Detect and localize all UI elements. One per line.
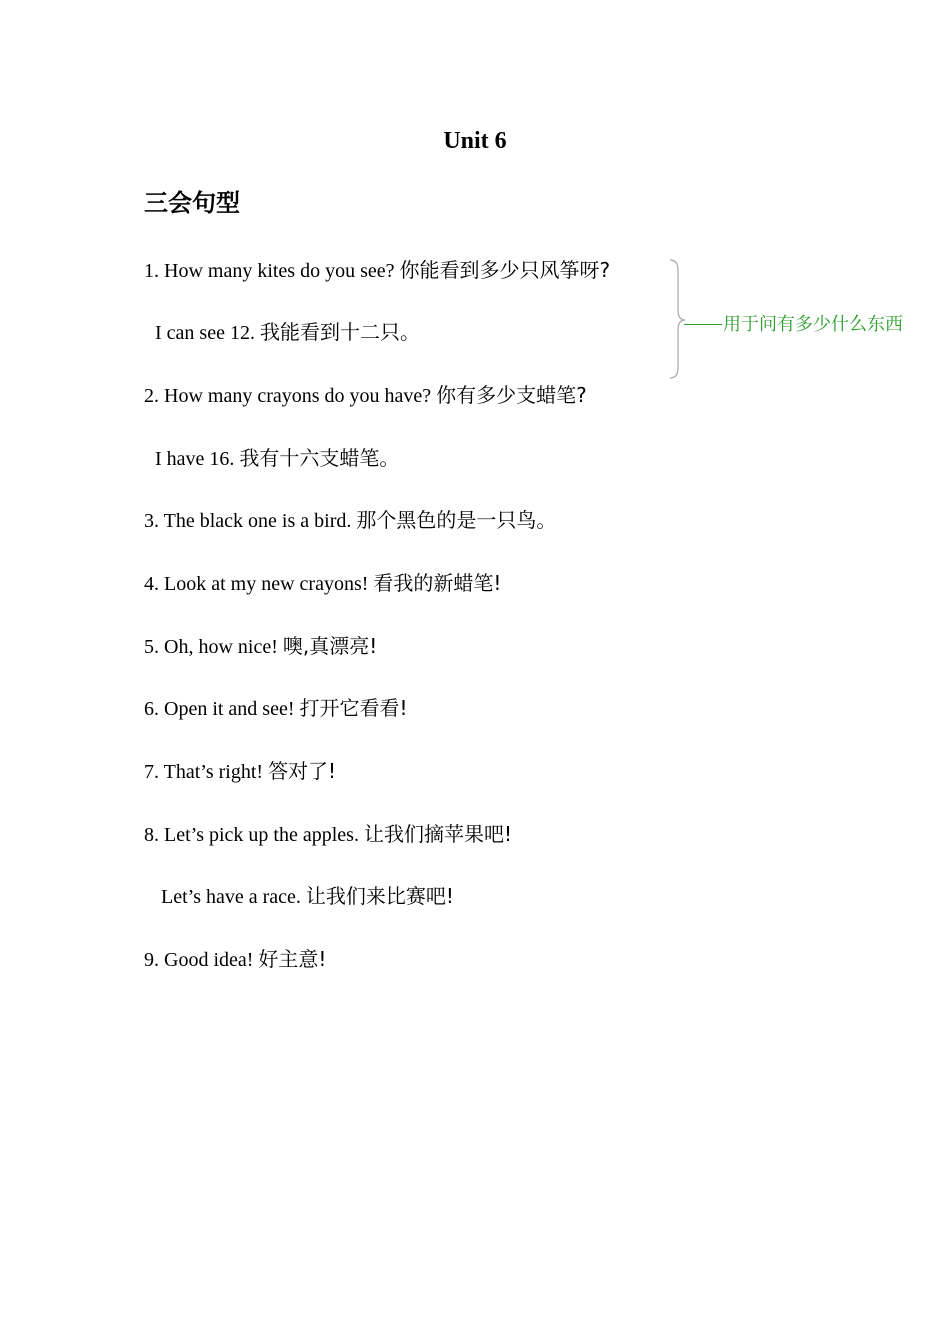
sentence-chinese: 你有多少支蜡笔? [436, 383, 587, 407]
sentence-line [144, 380, 587, 411]
sentence-english: I have 16. [155, 448, 240, 470]
sentence-english: 4. Look at my new crayons! [144, 573, 374, 595]
sentence-chinese: 答对了! [268, 759, 337, 783]
sentence-english: Let’s have a race. [161, 886, 306, 908]
sentence-line [161, 881, 454, 912]
sentence-chinese: 看我的新蜡笔! [373, 571, 502, 595]
sentence-chinese: 让我们摘苹果吧! [363, 822, 512, 846]
sentence-english: 6. Open it and see! [144, 698, 300, 720]
sentence-english: 1. How many kites do you see? [144, 260, 400, 282]
sentence-english: 7. That’s right! [144, 761, 269, 783]
sentence-english: 9. Good idea! [144, 949, 259, 971]
sentence-english: 3. The black one is a bird. [144, 510, 357, 532]
sentence-line [144, 756, 336, 787]
sentence-chinese: 你能看到多少只风筝呀? [399, 258, 611, 282]
sentence-line [155, 443, 399, 474]
sentence-line [155, 317, 420, 348]
sentence-chinese: 噢,真漂亮! [282, 634, 378, 658]
page-title: Unit 6 [443, 128, 507, 154]
sentence-chinese: 我有十六支蜡笔。 [239, 446, 400, 470]
annotation-dash [684, 324, 722, 325]
sentence-line [144, 693, 408, 724]
sentence-chinese: 我能看到十二只。 [259, 320, 420, 344]
sentence-line [144, 255, 610, 286]
sentence-line [144, 631, 377, 662]
sentence-english: 5. Oh, how nice! [144, 636, 283, 658]
sentence-line [144, 505, 556, 536]
sentence-english: 8. Let’s pick up the apples. [144, 824, 364, 846]
sentence-chinese: 打开它看看! [299, 696, 408, 720]
sentence-english: I can see 12. [155, 322, 260, 344]
sentence-line [144, 944, 326, 975]
sentence-chinese: 让我们来比赛吧! [305, 884, 454, 908]
sentence-english: 2. How many crayons do you have? [144, 385, 437, 407]
sentence-line [144, 819, 512, 850]
annotation-text: 用于问有多少什么东西 [723, 314, 903, 335]
sentence-chinese: 那个黑色的是一只鸟。 [356, 508, 557, 532]
section-heading: 三会句型 [144, 189, 240, 217]
sentence-line [144, 568, 501, 599]
sentence-chinese: 好主意! [258, 947, 327, 971]
annotation-note [684, 312, 903, 338]
